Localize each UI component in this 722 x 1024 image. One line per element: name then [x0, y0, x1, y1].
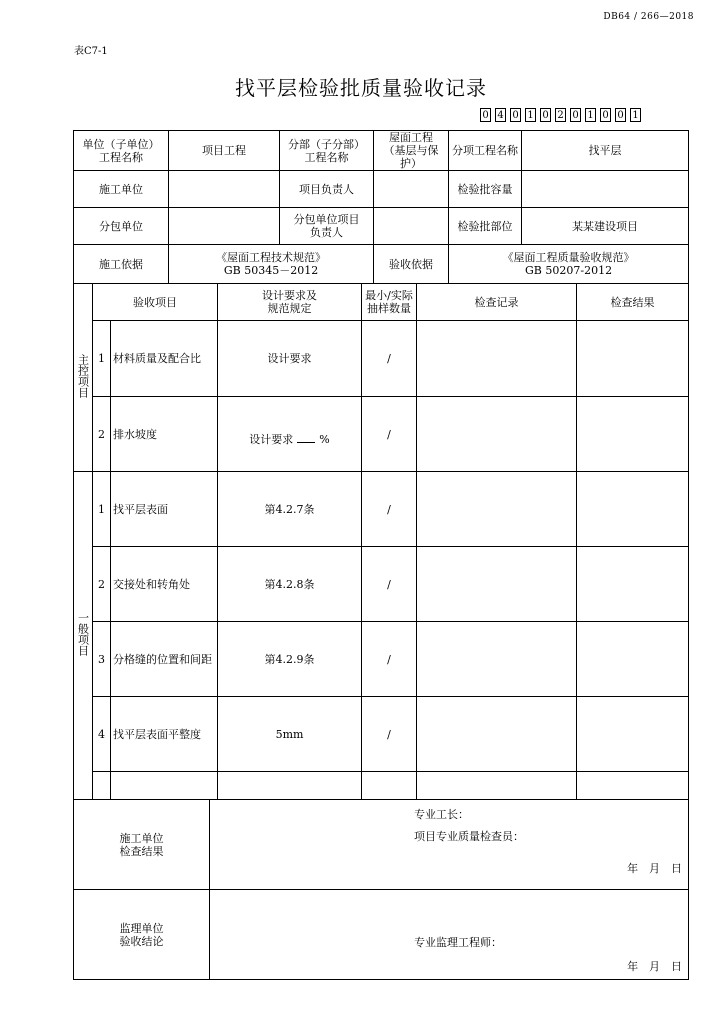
subcontractor-label: 分包单位 — [74, 208, 169, 245]
row-requirement: 5mm — [218, 697, 362, 772]
sub-project-label: 分部（子分部） 工程名称 — [280, 131, 374, 171]
code-box: 0 — [600, 108, 611, 122]
subcontractor-value — [169, 208, 280, 245]
row-number: 2 — [93, 397, 111, 472]
empty-cell — [111, 772, 218, 800]
inspector-label: 项目专业质量检查员： — [414, 830, 525, 843]
row-requirement: 第4.2.8条 — [218, 547, 362, 622]
general-label: 一般项目 — [74, 472, 93, 800]
table-row — [74, 622, 689, 697]
empty-cell — [93, 772, 111, 800]
row-item-name: 分格缝的位置和间距 — [111, 622, 218, 697]
page-title: 找平层检验批质量验收记录 — [235, 76, 487, 100]
empty-cell — [417, 772, 577, 800]
table-row — [74, 697, 689, 772]
table-row — [74, 472, 689, 547]
accept-basis-value: 《屋面工程质量验收规范》 GB 50207-2012 — [449, 245, 689, 284]
row-item-name: 材料质量及配合比 — [111, 321, 218, 397]
row-result — [577, 547, 689, 622]
capacity-label: 检验批容量 — [449, 171, 522, 208]
table-row — [74, 397, 689, 472]
engineer-label: 专业监理工程师： — [414, 936, 503, 949]
code-boxes — [480, 108, 641, 122]
contractor-check-label: 施工单位 检查结果 — [74, 800, 210, 890]
manager-value — [374, 171, 449, 208]
code-box: 0 — [570, 108, 581, 122]
table-row — [74, 772, 689, 800]
row-result — [577, 697, 689, 772]
code-box: 0 — [480, 108, 491, 122]
basis-value: 《屋面工程技术规范》 GB 50345－2012 — [169, 245, 374, 284]
code-box: 0 — [540, 108, 551, 122]
item-project-label: 分项工程名称 — [449, 131, 522, 171]
empty-cell — [362, 772, 417, 800]
row-requirement: 第4.2.7条 — [218, 472, 362, 547]
row-sample: / — [362, 321, 417, 397]
row-record — [417, 472, 577, 547]
standard-number: DB64 / 266—2018 — [603, 12, 694, 22]
row-record — [417, 547, 577, 622]
contractor-value — [169, 171, 280, 208]
row-sample: / — [362, 697, 417, 772]
capacity-value — [522, 171, 689, 208]
row-requirement: 设计要求 % — [218, 397, 362, 472]
row-sample: / — [362, 547, 417, 622]
code-box: 1 — [585, 108, 596, 122]
location-value: 某某建设项目 — [522, 208, 689, 245]
row-record — [417, 397, 577, 472]
unit-project-value: 项目工程 — [169, 131, 280, 171]
row-number: 2 — [93, 547, 111, 622]
code-box: 4 — [495, 108, 506, 122]
row-result — [577, 472, 689, 547]
row-item-name: 找平层表面平整度 — [111, 697, 218, 772]
supervisor-date: 年 月 日 — [627, 960, 683, 973]
row-number: 1 — [93, 321, 111, 397]
row-sample: / — [362, 622, 417, 697]
row-result — [577, 321, 689, 397]
code-box: 0 — [510, 108, 521, 122]
col-sample-header: 最小/实际 抽样数量 — [362, 284, 417, 321]
table-row — [74, 321, 689, 397]
contractor-label: 施工单位 — [74, 171, 169, 208]
sub-project-value: 屋面工程 （基层与保护） — [374, 131, 449, 171]
basis-label: 施工依据 — [74, 245, 169, 284]
row-item-name: 交接处和转角处 — [111, 547, 218, 622]
unit-project-label: 单位（子单位） 工程名称 — [74, 131, 169, 171]
row-result — [577, 397, 689, 472]
accept-basis-label: 验收依据 — [374, 245, 449, 284]
contractor-check-area — [210, 800, 689, 890]
row-number: 4 — [93, 697, 111, 772]
code-box: 0 — [615, 108, 626, 122]
col-result-header: 检查结果 — [577, 284, 689, 321]
col-item-header: 验收项目 — [93, 284, 218, 321]
sub-manager-value — [374, 208, 449, 245]
table-row — [74, 547, 689, 622]
code-box: 1 — [525, 108, 536, 122]
row-number: 3 — [93, 622, 111, 697]
row-record — [417, 697, 577, 772]
supervisor-check-area — [210, 890, 689, 980]
row-requirement: 第4.2.9条 — [218, 622, 362, 697]
code-box: 2 — [555, 108, 566, 122]
blank-underline — [297, 442, 315, 443]
row-item-name: 找平层表面 — [111, 472, 218, 547]
row-result — [577, 622, 689, 697]
row-sample: / — [362, 472, 417, 547]
empty-cell — [218, 772, 362, 800]
inspection-table — [73, 130, 689, 980]
row-record — [417, 321, 577, 397]
row-item-name: 排水坡度 — [111, 397, 218, 472]
item-project-value: 找平层 — [522, 131, 689, 171]
col-design-header: 设计要求及 规范规定 — [218, 284, 362, 321]
supervisor-check-label: 监理单位 验收结论 — [74, 890, 210, 980]
col-record-header: 检查记录 — [417, 284, 577, 321]
contractor-date: 年 月 日 — [627, 862, 683, 875]
row-record — [417, 622, 577, 697]
sub-manager-label: 分包单位项目 负责人 — [280, 208, 374, 245]
code-box: 1 — [630, 108, 641, 122]
form-number: 表C7-1 — [74, 46, 108, 57]
location-label: 检验批部位 — [449, 208, 522, 245]
foreman-label: 专业工长： — [414, 808, 470, 821]
empty-cell — [577, 772, 689, 800]
row-sample: / — [362, 397, 417, 472]
manager-label: 项目负责人 — [280, 171, 374, 208]
row-requirement: 设计要求 — [218, 321, 362, 397]
row-number: 1 — [93, 472, 111, 547]
main-control-label: 主控项目 — [74, 284, 93, 472]
